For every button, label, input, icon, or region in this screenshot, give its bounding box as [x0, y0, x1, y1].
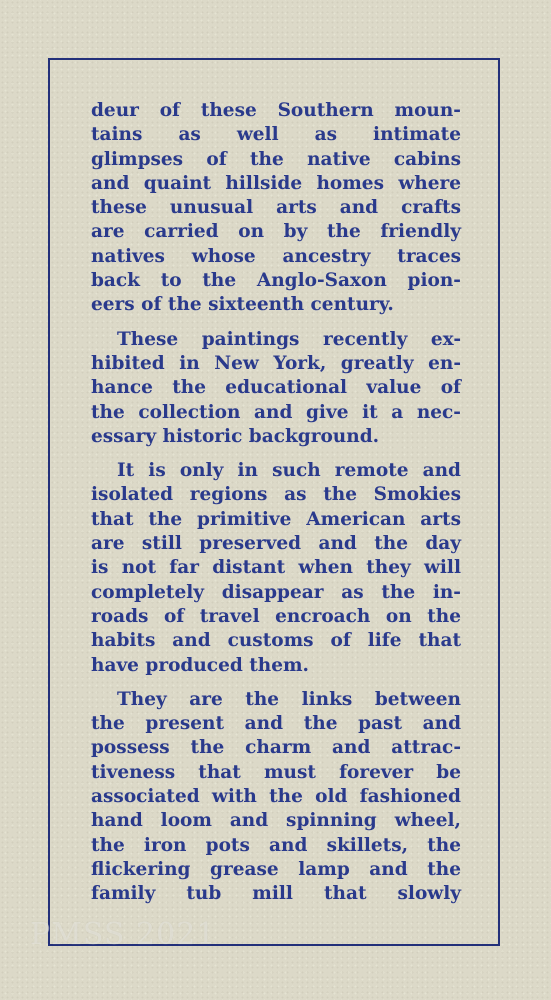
text-line: hand loom and spinning wheel, [91, 810, 461, 832]
text-line: These paintings recently ex- [117, 328, 461, 350]
text-line: completely disappear as the in- [91, 581, 461, 603]
text-line: hance the educational value of [91, 377, 461, 399]
text-line: It is only in such remote and [117, 460, 461, 482]
text-line: possess the charm and attrac- [91, 737, 461, 759]
text-line: the iron pots and skillets, the [91, 834, 461, 856]
text-line: these unusual arts and crafts [91, 197, 461, 219]
text-line: hibited in New York, greatly en- [91, 352, 461, 374]
body-text [91, 99, 461, 917]
text-line: flickering grease lamp and the [91, 858, 461, 880]
text-line: are carried on by the friendly [91, 221, 461, 243]
text-line: roads of travel encroach on the [91, 605, 461, 627]
text-line: habits and customs of life that [91, 630, 461, 652]
text-line: isolated regions as the Smokies [91, 484, 461, 506]
text-line: deur of these Southern moun- [91, 100, 461, 121]
paragraph-4 [91, 688, 461, 907]
text-line: have produced them. [91, 654, 309, 676]
text-line: associated with the old fashioned [91, 786, 461, 808]
paragraph-3 [91, 459, 461, 678]
text-line: is not far distant when they will [91, 557, 461, 579]
paragraph-2 [91, 328, 461, 449]
text-line: the present and the past and [91, 713, 461, 735]
text-line: the collection and give it a nec- [91, 401, 461, 423]
text-line: glimpses of the native cabins [91, 148, 461, 170]
text-line: and quaint hillside homes where [91, 172, 461, 194]
text-line: They are the links between [117, 688, 461, 710]
text-line: family tub mill that slowly [91, 883, 461, 905]
watermark: PMSS 2021 [30, 917, 217, 952]
text-line: back to the Anglo-Saxon pion- [91, 270, 461, 292]
text-line: natives whose ancestry traces [91, 245, 461, 267]
text-line: that the primitive American arts [91, 508, 461, 530]
text-line: are still preserved and the day [91, 533, 461, 555]
text-line: tiveness that must forever be [91, 761, 461, 783]
text-line: essary historic background. [91, 425, 380, 447]
text-line: eers of the sixteenth century. [91, 294, 394, 316]
text-line: tains as well as intimate [91, 124, 461, 146]
paragraph-1 [91, 99, 461, 318]
